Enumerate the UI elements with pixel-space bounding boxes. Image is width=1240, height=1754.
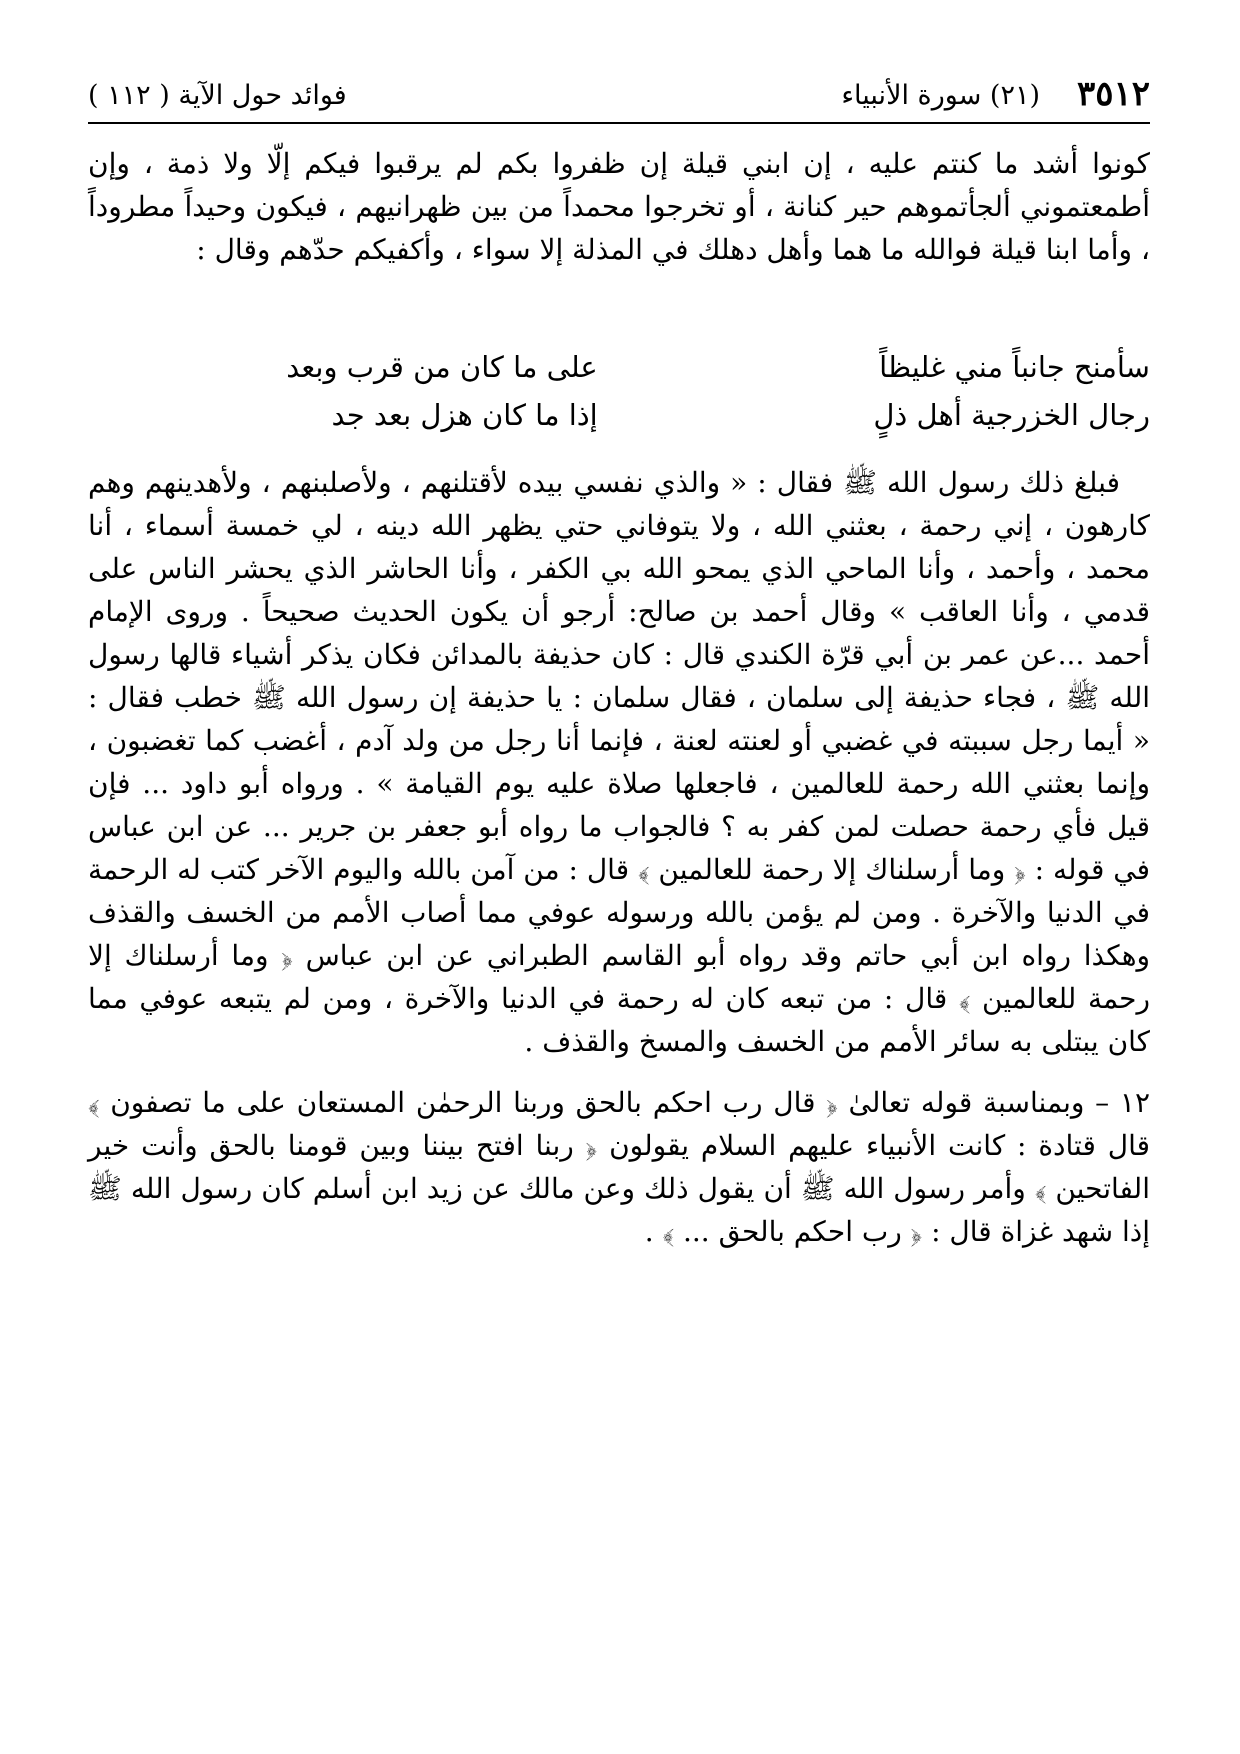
top-paragraph: كونوا أشد ما كنتم عليه ، إن ابني قيلة إن ظفروا بكم لم يرقبوا فيكم إلّا ولا ذمة ، وإن أطمعتموني ألجأتموهم حير كنانة ، أو تخرجوا محمداً من بين ظهرانيهم ، فيكون وحيداً مطروداً ، وأما ابنا قيلة فوالله ما هما وأهل دهلك في المذلة إلا سواء ، وأكفيكم حدّهم وقال : <box>88 147 1150 266</box>
section-title: فوائد حول الآية ( ١١٢ ) <box>88 80 347 111</box>
page-number: ٣٥١٢ <box>1076 74 1150 114</box>
poem-verse <box>88 391 1150 439</box>
poem-verse <box>88 343 1150 391</box>
main-paragraph: فبلغ ذلك رسول الله ﷺ فقال : « والذي نفسي بيده لأقتلنهم ، ولأصلبنهم ، ولأهدينهم وهم كارهون ، إني رحمة ، بعثني الله ، ولا يتوفاني حتي يظهر الله دينه ، لي خمسة أسماء ، أنا محمد ، وأحمد ، وأنا الماحي الذي يمحو الله بي الكفر ، وأنا الحاشر الذي يحشر الناس على قدمي ، وأنا العاقب » وقال أحمد بن صالح: أرجو أن يكون الحديث صحيحاً . وروى الإمام أحمد ...عن عمر بن أبي قرّة الكندي قال : كان حذيفة بالمدائن فكان يذكر أشياء قالها رسول الله ﷺ ، فجاء حذيفة إلى سلمان ، فقال سلمان : يا حذيفة إن رسول الله ﷺ خطب فقال : « أيما رجل سببته في غضبي أو لعنته لعنة ، فإنما أنا رجل من ولد آدم ، أغضب كما تغضبون ، وإنما بعثني الله رحمة للعالمين ، فاجعلها صلاة عليه يوم القيامة » . ورواه أبو داود ... فإن قيل فأي رحمة حصلت لمن كفر به ؟ فالجواب ما رواه أبو جعفر بن جرير ... عن ابن عباس في قوله : ﴿ وما أرسلناك إلا رحمة للعالمين ﴾ قال : من آمن بالله واليوم الآخر كتب له الرحمة في الدنيا والآخرة . ومن لم يؤمن بالله ورسوله عوفي مما أصاب الأمم من الخسف والقذف وهكذا رواه ابن أبي حاتم وقد رواه أبو القاسم الطبراني عن ابن عباس ﴿ وما أرسلناك إلا رحمة للعالمين ﴾ قال : من تبعه كان له رحمة في الدنيا والآخرة ، ومن لم يتبعه عوفي مما كان يبتلى به سائر الأمم من الخسف والمسخ والقذف . <box>88 466 1150 1058</box>
poem-hemistich-first: سأمنح جانباً مني غليظاً <box>879 350 1150 384</box>
poem <box>88 343 1150 439</box>
poem-hemistich-second: إذا ما كان هزل بعد جد <box>331 398 598 432</box>
poem-hemistich-second: على ما كان من قرب وبعد <box>286 350 598 384</box>
poem-hemistich-first: رجال الخزرجية أهل ذلٍ <box>873 398 1150 432</box>
section-12-paragraph: ١٢ – وبمناسبة قوله تعالىٰ ﴿ قال رب احكم بالحق وربنا الرحمٰن المستعان على ما تصفون ﴾ قال قتادة : كانت الأنبياء عليهم السلام يقولون ﴿ ربنا افتح بيننا وبين قومنا بالحق وأنت خير الفاتحين ﴾ وأمر رسول الله ﷺ أن يقول ذلك وعن مالك عن زيد ابن أسلم كان رسول الله ﷺ إذا شهد غزاة قال : ﴿ رب احكم بالحق ... ﴾ . <box>88 1086 1150 1248</box>
surah-title: (٢١) سورة الأنبياء <box>841 80 1040 111</box>
book-page <box>88 70 1150 1710</box>
running-header <box>88 70 1150 124</box>
